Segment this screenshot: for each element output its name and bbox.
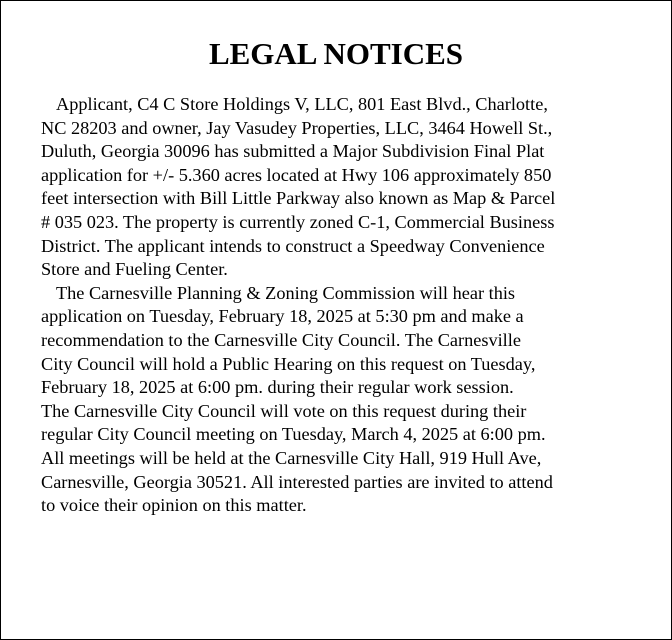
notice-line: recommendation to the Carnesville City Council. The Carnesville [41, 329, 521, 350]
notice-line: District. The applicant intends to construct a Speedway Convenience [41, 235, 545, 256]
notice-line: feet intersection with Bill Little Parkway also known as Map & Parcel [41, 188, 556, 209]
notice-line: The Carnesville City Council will vote on this request during their [41, 400, 527, 421]
notice-title: LEGAL NOTICES [208, 36, 464, 71]
notice-line: All meetings will be held at the Carnesville City Hall, 919 Hull Ave, [41, 447, 542, 468]
notice-line: Store and Fueling Center. [41, 259, 228, 280]
notice-line: February 18, 2025 at 6:00 pm. during their regular work session. [41, 377, 514, 398]
notice-line: # 035 023. The property is currently zoned C-1, Commercial Business [41, 211, 555, 232]
notice-line: Carnesville, Georgia 30521. All interested parties are invited to attend [41, 471, 553, 492]
notice-line: The Carnesville Planning & Zoning Commission will hear this [56, 282, 516, 303]
notice-line: to voice their opinion on this matter. [41, 495, 307, 516]
notice-line: NC 28203 and owner, Jay Vasudey Properties, LLC, 3464 Howell St., [41, 117, 553, 138]
notice-line: regular City Council meeting on Tuesday, March 4, 2025 at 6:00 pm. [41, 424, 546, 445]
notice-body [41, 93, 635, 518]
notice-line: Duluth, Georgia 30096 has submitted a Major Subdivision Final Plat [41, 141, 545, 162]
notice-line: City Council will hold a Public Hearing on this request on Tuesday, [41, 353, 536, 374]
notice-line: application for +/- 5.360 acres located at Hwy 106 approximately 850 [41, 164, 552, 185]
notice-line: application on Tuesday, February 18, 2025 at 5:30 pm and make a [41, 306, 524, 327]
notice-line: Applicant, C4 C Store Holdings V, LLC, 801 East Blvd., Charlotte, [56, 94, 548, 114]
